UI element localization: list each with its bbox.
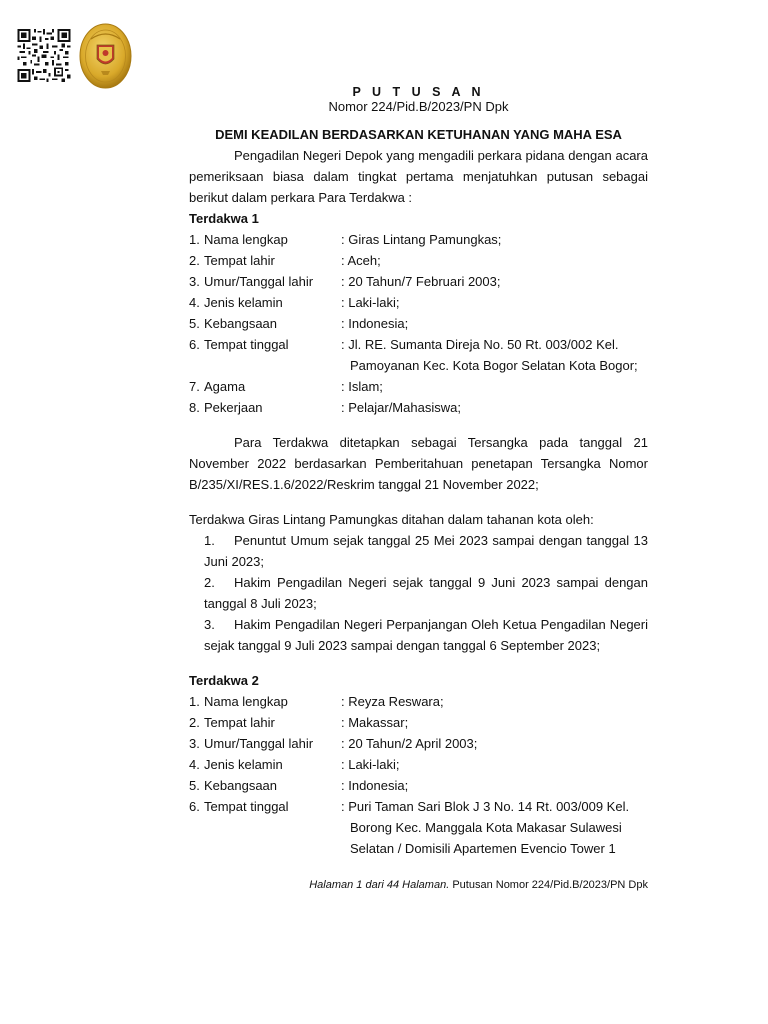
field-number: 3.: [189, 274, 200, 289]
field-number: 5.: [189, 778, 200, 793]
field-value: : Reyza Reswara;: [341, 694, 444, 709]
qr-code-icon: [15, 29, 73, 82]
field-value: : Islam;: [341, 379, 383, 394]
field-row: [189, 250, 649, 271]
defendant-1-heading: Terdakwa 1: [189, 211, 259, 226]
field-label: Jenis kelamin: [204, 757, 283, 772]
field-row: [189, 334, 649, 355]
defendant-1-address-continued: Pamoyanan Kec. Kota Bogor Selatan Kota Bogor;: [350, 358, 638, 373]
field-label: Tempat lahir: [204, 253, 275, 268]
field-value: : Jl. RE. Sumanta Direja No. 50 Rt. 003/002 Kel.: [341, 337, 619, 352]
field-number: 2.: [189, 715, 200, 730]
field-value: : Makassar;: [341, 715, 409, 730]
field-value: : Laki-laki;: [341, 295, 400, 310]
opening-paragraph: Pengadilan Negeri Depok yang mengadili perkara pidana dengan acara pemeriksaan biasa dalam tingkat pertama menjatuhkan putusan sebagai berikut dalam perkara Para Terdakwa :: [189, 148, 648, 205]
field-row: [189, 775, 649, 796]
field-row: [189, 691, 649, 712]
suspect-determination-paragraph: Para Terdakwa ditetapkan sebagai Tersangka pada tanggal 21 November 2022 berdasarkan Pemberitahuan penetapan Tersangka Nomor B/235/XI/RES.1.6/2022/Reskrim tanggal 21 November 2022;: [189, 435, 648, 492]
field-number: 2.: [189, 253, 200, 268]
defendant-2-heading: Terdakwa 2: [189, 673, 259, 688]
field-row: [189, 733, 649, 754]
field-number: 4.: [189, 757, 200, 772]
field-row: [189, 397, 649, 418]
justice-heading: DEMI KEADILAN BERDASARKAN KETUHANAN YANG MAHA ESA: [215, 127, 622, 142]
field-row: [189, 292, 649, 313]
field-number: 6.: [189, 799, 200, 814]
field-number: 1.: [189, 232, 200, 247]
field-value: : Puri Taman Sari Blok J 3 No. 14 Rt. 003/009 Kel.: [341, 799, 630, 814]
field-label: Tempat tinggal: [204, 337, 289, 352]
detention-item: 1. Penuntut Umum sejak tanggal 25 Mei 2023 sampai dengan tanggal 13 Juni 2023;: [204, 533, 648, 569]
field-number: 1.: [189, 694, 200, 709]
field-row: [189, 313, 649, 334]
field-row: [189, 754, 649, 775]
field-row: [189, 376, 649, 397]
defendant-2-address-continued: Borong Kec. Manggala Kota Makasar Sulawesi: [350, 820, 622, 835]
field-label: Pekerjaan: [204, 400, 263, 415]
field-number: 3.: [189, 736, 200, 751]
field-number: 8.: [189, 400, 200, 415]
defendant-2-address-continued: Selatan / Domisili Apartemen Evencio Tower 1: [350, 841, 616, 856]
field-row: [189, 796, 649, 817]
field-number: 4.: [189, 295, 200, 310]
field-value: : Pelajar/Mahasiswa;: [341, 400, 461, 415]
field-row: [189, 712, 649, 733]
case-number: Nomor 224/Pid.B/2023/PN Dpk: [328, 99, 509, 114]
field-number: 5.: [189, 316, 200, 331]
field-value: : Aceh;: [341, 253, 381, 268]
field-label: Agama: [204, 379, 246, 394]
field-row: [189, 229, 649, 250]
detention-item: 2. Hakim Pengadilan Negeri sejak tanggal 9 Juni 2023 sampai dengan tanggal 8 Juli 2023;: [204, 575, 648, 611]
field-value: : Giras Lintang Pamungkas;: [341, 232, 502, 247]
field-value: : 20 Tahun/2 April 2003;: [341, 736, 478, 751]
detention-intro: Terdakwa Giras Lintang Pamungkas ditahan dalam tahanan kota oleh:: [189, 512, 594, 527]
page-title: P U T U S A N: [352, 85, 485, 99]
page-footer: Halaman 1 dari 44 Halaman. Putusan Nomor 224/Pid.B/2023/PN Dpk: [309, 879, 648, 891]
field-value: : 20 Tahun/7 Februari 2003;: [341, 274, 501, 289]
field-label: Kebangsaan: [204, 778, 278, 793]
field-value: : Laki-laki;: [341, 757, 400, 772]
field-row: [189, 271, 649, 292]
field-label: Nama lengkap: [204, 232, 288, 247]
field-label: Tempat tinggal: [204, 799, 289, 814]
court-seal-icon: [79, 23, 132, 89]
field-value: : Indonesia;: [341, 778, 409, 793]
field-number: 7.: [189, 379, 200, 394]
field-label: Umur/Tanggal lahir: [204, 274, 314, 289]
field-label: Kebangsaan: [204, 316, 278, 331]
field-label: Nama lengkap: [204, 694, 288, 709]
field-value: : Indonesia;: [341, 316, 409, 331]
field-label: Umur/Tanggal lahir: [204, 736, 314, 751]
detention-item: 3. Hakim Pengadilan Negeri Perpanjangan Oleh Ketua Pengadilan Negeri sejak tanggal 9 Juli 2023 sampai dengan tanggal 6 September 2023;: [204, 617, 648, 653]
field-label: Jenis kelamin: [204, 295, 283, 310]
field-number: 6.: [189, 337, 200, 352]
field-label: Tempat lahir: [204, 715, 275, 730]
